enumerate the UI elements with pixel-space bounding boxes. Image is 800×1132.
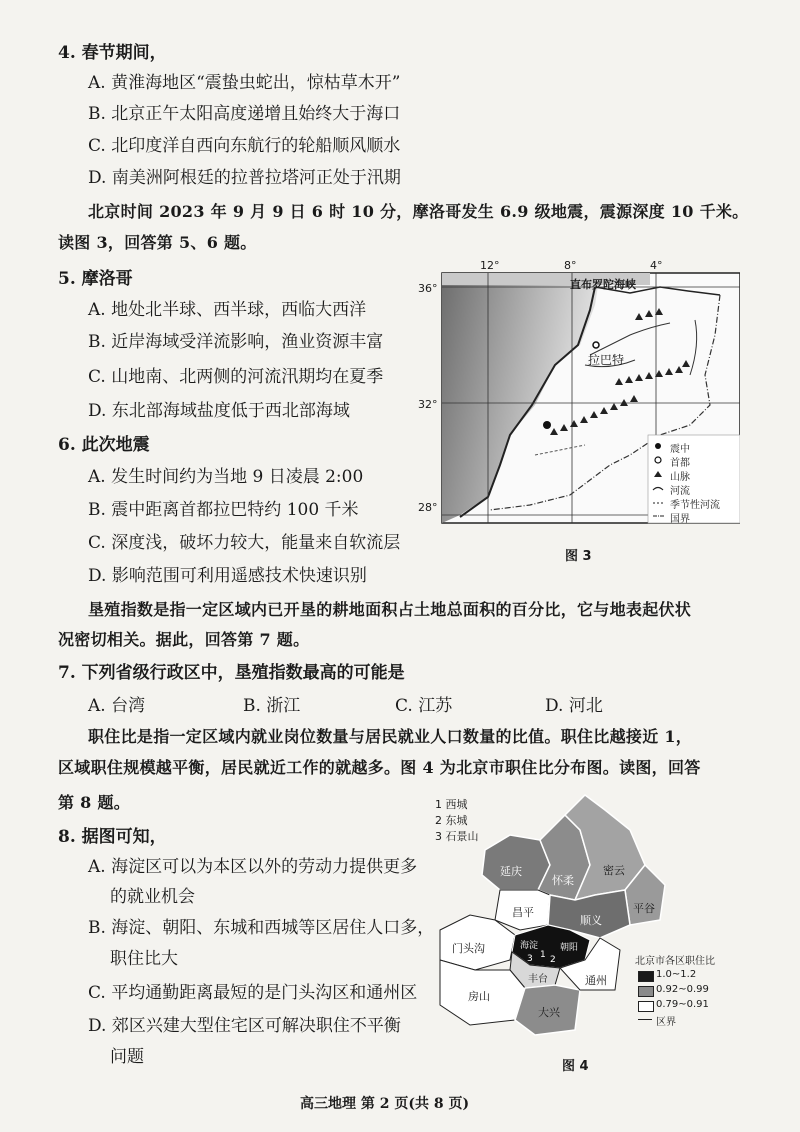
district-number-3: 3 [527,954,533,964]
page-footer: 高三地理 第 2 页(共 8 页) [300,1096,470,1112]
district-haidian: 海淀 [520,941,539,951]
intro8-line1: 职住比是指一定区域内就业岗位数量与居民就业人口数量的比值。职住比越接近 1， [88,727,693,746]
fig4-key-2: 2 东城 [435,814,468,827]
district-number-1: 1 [540,950,546,960]
district-shunyi: 顺义 [580,914,602,927]
district-fangshan: 房山 [468,990,490,1003]
fig4-legend-swatch-low [638,1001,654,1012]
fig3-legend-border: 国界 [670,514,690,525]
fig3-legend-capital: 首都 [670,458,690,469]
intro56-line1: 北京时间 2023 年 9 月 9 日 6 时 10 分，摩洛哥发生 6.9 级地震，震源深度 10 千米。 [88,202,749,221]
fig4-caption: 图 4 [562,1059,589,1074]
fig3-lon-4: 4° [650,259,663,272]
fig4-legend-swatch-mid [638,986,654,997]
fig4-key-1: 1 西城 [435,798,468,811]
district-tongzhou: 通州 [585,974,607,987]
fig3-legend-river: 河流 [670,486,690,497]
q8-option-b-line2: 职住比大 [110,949,178,969]
fig3-lat-32: 32° [418,398,438,411]
district-yanqing: 延庆 [500,865,522,878]
intro8-line3: 第 8 题。 [58,793,131,812]
q4-option-c: C. 北印度洋自西向东航行的轮船顺风顺水 [88,136,401,156]
fig4-legend-low: 0.79~0.91 [656,999,709,1010]
district-mentougou: 门头沟 [452,942,485,955]
q8-option-d-line2: 问题 [110,1047,144,1067]
fig3-lat-36: 36° [418,282,438,295]
intro56-line2: 读图 3，回答第 5、6 题。 [58,233,257,252]
q8-option-a-line1: A. 海淀区可以为本区以外的劳动力提供更多 [88,857,418,877]
q7-option-a: A. 台湾 [88,696,146,716]
fig3-lat-28: 28° [418,501,438,514]
district-huairou: 怀柔 [552,874,574,887]
district-pinggu: 平谷 [633,902,655,915]
intro7-line2: 况密切相关。据此，回答第 7 题。 [58,630,310,649]
fig4-legend-swatch-high [638,971,654,982]
q4-option-a: A. 黄淮海地区“震蛰虫蛇出，惊枯草木开” [88,73,401,93]
fig3-caption: 图 3 [565,549,592,564]
intro8-line2: 区域职住规模越平衡，居民就近工作的就越多。图 4 为北京市职住比分布图。读图，回答 [58,758,701,777]
district-number-2: 2 [550,955,556,965]
fig4-legend-border: 区界 [656,1017,676,1028]
q8-option-d-line1: D. 郊区兴建大型住宅区可解决职住不平衡 [88,1016,401,1036]
q6-option-c: C. 深度浅，破坏力较大，能量来自软流层 [88,533,401,553]
fig3-lon-12: 12° [480,259,500,272]
fig3-legend-epicenter: 震中 [670,444,690,455]
intro7-line1: 垦殖指数是指一定区域内已开垦的耕地面积占土地总面积的百分比，它与地表起伏状 [88,600,692,619]
district-miyun: 密云 [603,864,625,877]
fig3-capital-label: 拉巴特 [588,353,625,367]
q5-option-c: C. 山地南、北两侧的河流汛期均在夏季 [88,367,384,387]
q5-option-a: A. 地处北半球、西半球，西临大西洋 [88,300,367,320]
district-daxing: 大兴 [538,1006,560,1019]
fig4-legend-high: 1.0~1.2 [656,969,697,980]
q8-option-a-line2: 的就业机会 [110,887,195,907]
q5-option-b: B. 近岸海域受洋流影响，渔业资源丰富 [88,332,384,352]
q6-stem: 6. 此次地震 [58,435,150,455]
fig3-strait-label: 直布罗陀海峡 [570,278,636,291]
q4-option-b: B. 北京正午太阳高度递增且始终大于海口 [88,104,401,124]
fig4-legend-mid: 0.92~0.99 [656,984,709,995]
q4-option-d: D. 南美洲阿根廷的拉普拉塔河正处于汛期 [88,168,401,188]
q6-option-b: B. 震中距离首都拉巴特约 100 千米 [88,500,359,520]
q8-option-b-line1: B. 海淀、朝阳、东城和西城等区居住人口多， [88,918,435,938]
fig3-lon-8: 8° [564,259,577,272]
fig4-legend-swatch-border [638,1019,652,1020]
district-changping: 昌平 [512,906,534,919]
fig4-key-3: 3 石景山 [435,830,479,843]
figure-3-map [418,259,740,535]
q7-option-c: C. 江苏 [395,696,453,716]
q8-stem: 8. 据图可知， [58,827,167,847]
figure-4-map [430,790,745,1040]
q4-stem: 4. 春节期间， [58,43,167,63]
q5-option-d: D. 东北部海域盐度低于西北部海域 [88,401,350,421]
q7-option-b: B. 浙江 [243,696,301,716]
fig3-legend-seasonal-river: 季节性河流 [670,500,720,511]
q6-option-d: D. 影响范围可利用遥感技术快速识别 [88,566,367,586]
q7-stem: 7. 下列省级行政区中，垦殖指数最高的可能是 [58,663,405,683]
fig3-legend-mountain: 山脉 [670,472,690,483]
q7-option-d: D. 河北 [545,696,603,716]
district-fengtai: 丰台 [528,974,548,985]
q8-option-c: C. 平均通勤距离最短的是门头沟区和通州区 [88,983,418,1003]
fig4-legend-title: 北京市各区职住比 [635,956,715,967]
q5-stem: 5. 摩洛哥 [58,269,133,289]
district-chaoyang: 朝阳 [560,943,579,953]
q6-option-a: A. 发生时间约为当地 9 日凌晨 2:00 [88,467,364,487]
